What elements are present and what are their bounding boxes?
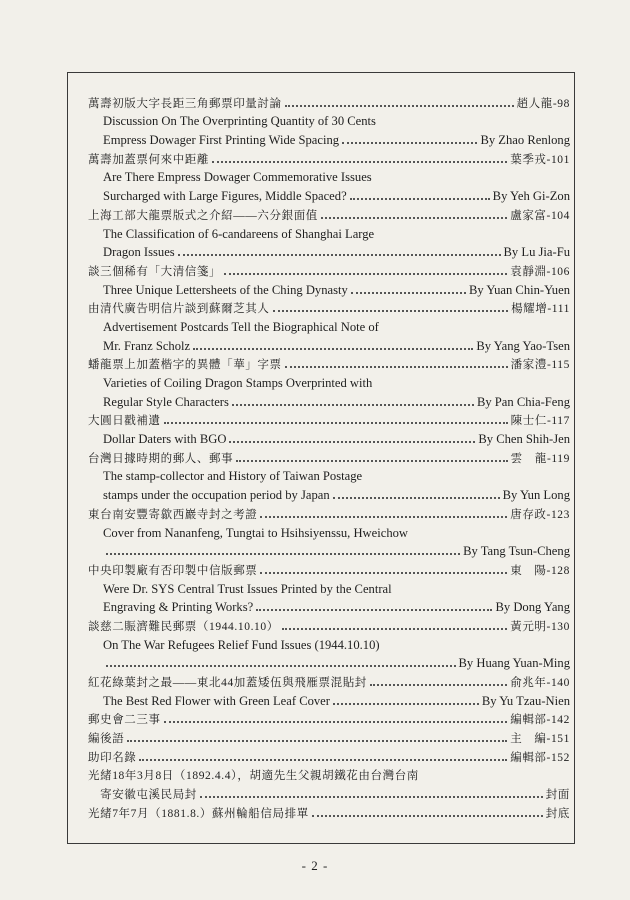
toc-title-text: 東台南安豐寄歙西巖寺封之考證 <box>88 508 258 521</box>
toc-english-line <box>88 578 570 597</box>
toc-english-line <box>88 522 570 541</box>
toc-entry <box>88 447 570 503</box>
toc-english-line <box>88 690 570 709</box>
dot-leader <box>200 796 543 798</box>
toc-entry <box>88 503 570 559</box>
dot-leader <box>282 628 507 630</box>
toc-title-text: stamps under the occupation period by Japan <box>103 488 330 503</box>
toc-title-text: Three Unique Lettersheets of the Ching Dynasty <box>103 282 348 297</box>
toc-english-line <box>88 391 570 410</box>
toc-title-text: 上海工部大龍票版式之介紹——六分銀面值 <box>88 209 318 222</box>
toc-chinese-line <box>88 709 570 728</box>
author-page-ref: 葉季戎-101 <box>510 153 570 166</box>
dot-leader <box>164 422 508 424</box>
author-byline: By Dong Yang <box>495 600 570 615</box>
toc-chinese-line <box>88 802 570 821</box>
toc-chinese-line <box>88 204 570 223</box>
dot-leader <box>224 273 507 275</box>
dot-leader <box>350 198 490 200</box>
author-page-ref: 雲 龍-119 <box>510 452 570 465</box>
toc-english-line <box>88 634 570 653</box>
toc-entry <box>88 92 570 148</box>
toc-chinese-line <box>88 298 570 317</box>
author-page-ref: 袁靜淵-106 <box>510 265 570 278</box>
author-page-ref: 潘家澧-115 <box>510 359 570 372</box>
author-byline: By Chen Shih-Jen <box>478 432 570 447</box>
toc-title-text: 由清代廣告明信片談到蘇爾芝其人 <box>88 303 270 316</box>
table-of-contents <box>88 92 570 821</box>
toc-chinese-line <box>88 559 570 578</box>
toc-entry <box>88 354 570 410</box>
author-page-ref: 俞兆年-140 <box>510 677 570 689</box>
toc-title-text: Were Dr. SYS Central Trust Issues Printed by the Central <box>103 581 392 596</box>
toc-title-text: 大圓日戳補遺 <box>88 415 161 428</box>
toc-chinese-line <box>88 671 570 690</box>
author-byline: By Yeh Gi-Zon <box>492 189 570 204</box>
toc-chinese-line <box>88 354 570 373</box>
toc-entry <box>88 298 570 354</box>
toc-title-text: 助印名錄 <box>88 751 137 764</box>
author-page-ref: 楊耀增-111 <box>511 303 570 316</box>
dot-leader <box>333 703 479 705</box>
toc-english-line <box>88 279 570 298</box>
author-page-ref: 主 編-151 <box>510 733 570 746</box>
toc-english-line <box>88 541 570 560</box>
toc-english-line <box>88 129 570 148</box>
dot-leader <box>106 553 460 555</box>
toc-english-line <box>88 484 570 503</box>
dot-leader <box>260 516 507 518</box>
toc-chinese-line <box>88 92 570 111</box>
toc-entry <box>88 802 570 821</box>
toc-title-text: 編後語 <box>88 733 125 746</box>
toc-chinese-line <box>88 148 570 167</box>
author-page-ref: 編輯部-152 <box>510 751 570 764</box>
toc-entry <box>88 746 570 765</box>
author-byline: By Yu Tzau-Nien <box>481 693 570 708</box>
toc-title-text: The Classification of 6-candareens of Shanghai Large <box>103 226 375 241</box>
toc-english-line <box>88 242 570 261</box>
toc-title-text: 寄安徽屯溪民局封 <box>88 789 197 802</box>
toc-chinese-line <box>88 503 570 522</box>
toc-title-text: Dragon Issues <box>103 245 175 260</box>
toc-english-line <box>88 466 570 485</box>
toc-entry <box>88 727 570 746</box>
toc-entry <box>88 709 570 728</box>
toc-chinese-line <box>88 615 570 634</box>
toc-entry <box>88 559 570 615</box>
author-page-ref: 唐存政-123 <box>510 508 570 521</box>
dot-leader <box>260 572 507 574</box>
toc-title-text: Discussion On The Overprinting Quantity of 30 Cents <box>103 114 376 129</box>
toc-entry <box>88 410 570 447</box>
toc-english-line <box>88 167 570 186</box>
dot-leader <box>321 217 507 219</box>
dot-leader <box>106 665 456 667</box>
author-byline: By Tang Tsun-Cheng <box>463 544 570 559</box>
dot-leader <box>236 460 507 462</box>
dot-leader <box>342 142 477 144</box>
toc-title-text: Cover from Nananfeng, Tungtai to Hsihsiyenssu, Hweichow <box>103 525 409 540</box>
dot-leader <box>178 254 501 256</box>
toc-title-text: Dollar Daters with BGO <box>103 432 227 447</box>
toc-title-text: 談慈二賑濟難民郵票（1944.10.10） <box>88 620 279 633</box>
toc-title-text: 萬壽加蓋票何來中距離 <box>88 153 209 166</box>
dot-leader <box>333 497 500 499</box>
dot-leader <box>229 441 475 443</box>
toc-english-line <box>88 372 570 391</box>
toc-title-text: 談三個稀有「大清信箋」 <box>88 265 222 278</box>
author-page-ref: 封面 <box>545 789 570 802</box>
toc-title-text: Engraving & Printing Works? <box>103 600 254 615</box>
toc-title-text: Mr. Franz Scholz <box>103 338 191 353</box>
toc-english-line <box>88 316 570 335</box>
dot-leader <box>127 740 507 742</box>
dot-leader <box>285 105 514 107</box>
dot-leader <box>193 348 473 350</box>
toc-entry <box>88 615 570 671</box>
toc-title-text: 中央印製廠有否印製中信版郵票 <box>88 564 258 577</box>
toc-entry <box>88 204 570 260</box>
toc-entry <box>88 148 570 204</box>
author-page-ref: 黃元明-130 <box>510 620 570 633</box>
dot-leader <box>164 721 508 723</box>
author-byline: By Yang Yao-Tsen <box>476 338 570 353</box>
toc-chinese-line <box>88 260 570 279</box>
toc-title-text: Advertisement Postcards Tell the Biographical Note of <box>103 319 379 334</box>
dot-leader <box>285 366 508 368</box>
author-byline: By Lu Jia-Fu <box>503 245 570 260</box>
toc-title-text: Regular Style Characters <box>103 394 229 409</box>
toc-title-text: Empress Dowager First Printing Wide Spacing <box>103 133 340 148</box>
author-page-ref: 編輯部-142 <box>510 714 570 727</box>
toc-english-line <box>88 653 570 672</box>
dot-leader <box>370 684 507 686</box>
author-page-ref: 封底 <box>545 807 570 820</box>
toc-chinese-line <box>88 746 570 765</box>
author-byline: By Yun Long <box>502 488 570 503</box>
toc-title-text: 萬壽初版大字長距三角郵票印量討論 <box>88 97 282 110</box>
author-byline: By Yuan Chin-Yuen <box>469 282 570 297</box>
toc-title-text: 台灣日據時期的郵人、郵事 <box>88 452 234 465</box>
toc-english-line <box>88 428 570 447</box>
dot-leader <box>312 815 543 817</box>
toc-entry <box>88 671 570 708</box>
toc-title-text: 光緒7年7月（1881.8.）蘇州輪船信局排單 <box>88 807 309 820</box>
toc-chinese-line <box>88 410 570 429</box>
toc-title-text: On The War Refugees Relief Fund Issues (1944.10.10) <box>103 637 380 652</box>
dot-leader <box>212 161 507 163</box>
toc-chinese-line <box>88 765 570 784</box>
dot-leader <box>139 759 507 761</box>
author-byline: By Pan Chia-Feng <box>476 394 570 409</box>
toc-title-text: The Best Red Flower with Green Leaf Cover <box>103 693 330 708</box>
author-byline: By Huang Yuan-Ming <box>458 656 570 671</box>
toc-title-text: 紅花綠葉封之最——東北44加蓋矮伍與飛雁票混貼封 <box>88 677 367 689</box>
page-number: - 2 - <box>301 858 329 873</box>
toc-title-text: Surcharged with Large Figures, Middle Spaced? <box>103 189 347 204</box>
author-page-ref: 陳士仁-117 <box>510 415 570 428</box>
toc-title-text: 蟠龍票上加蓋楷字的異體「華」字票 <box>88 359 282 372</box>
toc-entry <box>88 765 570 802</box>
toc-title-text: The stamp-collector and History of Taiwan Postage <box>103 469 363 484</box>
toc-english-line <box>88 597 570 616</box>
toc-chinese-line <box>88 783 570 802</box>
toc-english-line <box>88 223 570 242</box>
dot-leader <box>256 609 492 611</box>
author-page-ref: 盧家富-104 <box>510 209 570 222</box>
dot-leader <box>351 292 466 294</box>
author-page-ref: 東 陽-128 <box>510 564 570 577</box>
toc-english-line <box>88 185 570 204</box>
dot-leader <box>232 404 474 406</box>
toc-title-text: 光緒18年3月8日（1892.4.4），胡適先生父親胡鐵花由台灣台南 <box>88 770 419 783</box>
toc-english-line <box>88 111 570 130</box>
toc-entry <box>88 260 570 297</box>
dot-leader <box>273 310 509 312</box>
author-byline: By Zhao Renlong <box>480 133 570 148</box>
toc-english-line <box>88 335 570 354</box>
toc-title-text: 郵史會二三事 <box>88 714 161 727</box>
toc-chinese-line <box>88 447 570 466</box>
toc-chinese-line <box>88 727 570 746</box>
toc-title-text: Are There Empress Dowager Commemorative Issues <box>103 170 372 185</box>
toc-title-text: Varieties of Coiling Dragon Stamps Overprinted with <box>103 376 373 390</box>
author-page-ref: 趙人龍-98 <box>516 97 570 110</box>
